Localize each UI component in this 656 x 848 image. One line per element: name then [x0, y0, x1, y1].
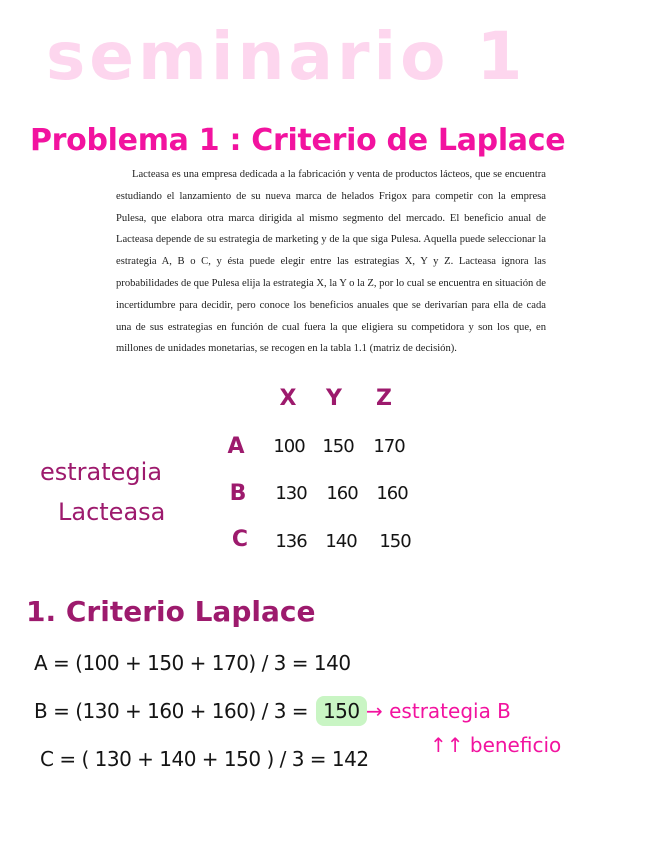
- cell-a-x: 100: [273, 436, 305, 457]
- row-header-b: B: [229, 481, 247, 506]
- row-header-c: C: [231, 527, 249, 552]
- column-header-y: Y: [326, 386, 342, 411]
- problem-title: Problema 1 : Criterio de Laplace: [30, 123, 566, 158]
- equation-b-expr: (130 + 160 + 160) / 3 =: [75, 699, 309, 723]
- cell-c-z: 150: [379, 531, 411, 552]
- row-header-a: A: [227, 434, 245, 459]
- side-label-line2: Lacteasa: [58, 498, 166, 526]
- cell-a-z: 170: [373, 436, 405, 457]
- cell-b-x: 130: [275, 483, 307, 504]
- cell-c-y: 140: [325, 531, 357, 552]
- equation-a: [34, 648, 351, 678]
- cell-c-x: 136: [275, 531, 307, 552]
- equation-b-result-highlighted: 150: [316, 696, 367, 726]
- conclusion-note: [430, 730, 561, 760]
- equation-c-result: 142: [331, 747, 369, 771]
- column-header-x: X: [279, 386, 297, 411]
- cell-a-y: 150: [322, 436, 354, 457]
- section-title-laplace: 1. Criterio Laplace: [26, 595, 316, 628]
- equation-a-expr: (100 + 150 + 170) / 3 =: [75, 651, 309, 675]
- arrow-right-icon: →: [366, 699, 383, 723]
- cell-b-z: 160: [376, 483, 408, 504]
- cell-b-y: 160: [326, 483, 358, 504]
- problem-statement: Lacteasa es una empresa dedicada a la fabricación y venta de productos lácteos, que se encuentra estudiando el lanzamiento de su nueva marca de helados Frigox para competir con la empresa Pulesa, que elabora otra marca dirigida al mismo segmento del mercado. El beneficio anual de Lacteasa depende de su estrategia de marketing y de la que siga Pulesa. Aquella puede seleccionar la estrategia A, B o C, y ésta puede elegir entre las estrategias X, Y y Z. Lacteasa ignora las probabilidades de que Pulesa elija la estrategia X, la Y o la Z, por lo cual se encuentra en situación de incertidumbre para decidir, pero conoce los beneficios anuales que se derivarían para ella de cada una de sus estrategias en función de cual fuera la que eligiera su competidora y son los que, en millones de unidades monetarias, se recogen en la tabla 1.1 (matriz de decisión).: [116, 169, 546, 355]
- equation-b: [34, 696, 367, 726]
- strategy-side-label: [40, 452, 165, 532]
- conclusion-note-text: beneficio: [469, 733, 562, 757]
- equation-c-expr: ( 130 + 140 + 150 ) / 3 =: [81, 747, 327, 771]
- double-up-arrow-icon: ↑↑: [430, 733, 464, 757]
- equation-a-lhs: A =: [34, 651, 70, 675]
- page-title: seminario 1: [46, 18, 527, 95]
- side-label-line1: estrategia: [40, 458, 163, 486]
- conclusion-text: estrategia B: [389, 699, 511, 723]
- equation-b-lhs: B =: [34, 699, 70, 723]
- equation-a-result: 140: [313, 651, 351, 675]
- column-header-z: Z: [376, 386, 392, 411]
- conclusion: [366, 696, 511, 726]
- equation-c-lhs: C =: [40, 747, 76, 771]
- equation-c: [40, 744, 369, 774]
